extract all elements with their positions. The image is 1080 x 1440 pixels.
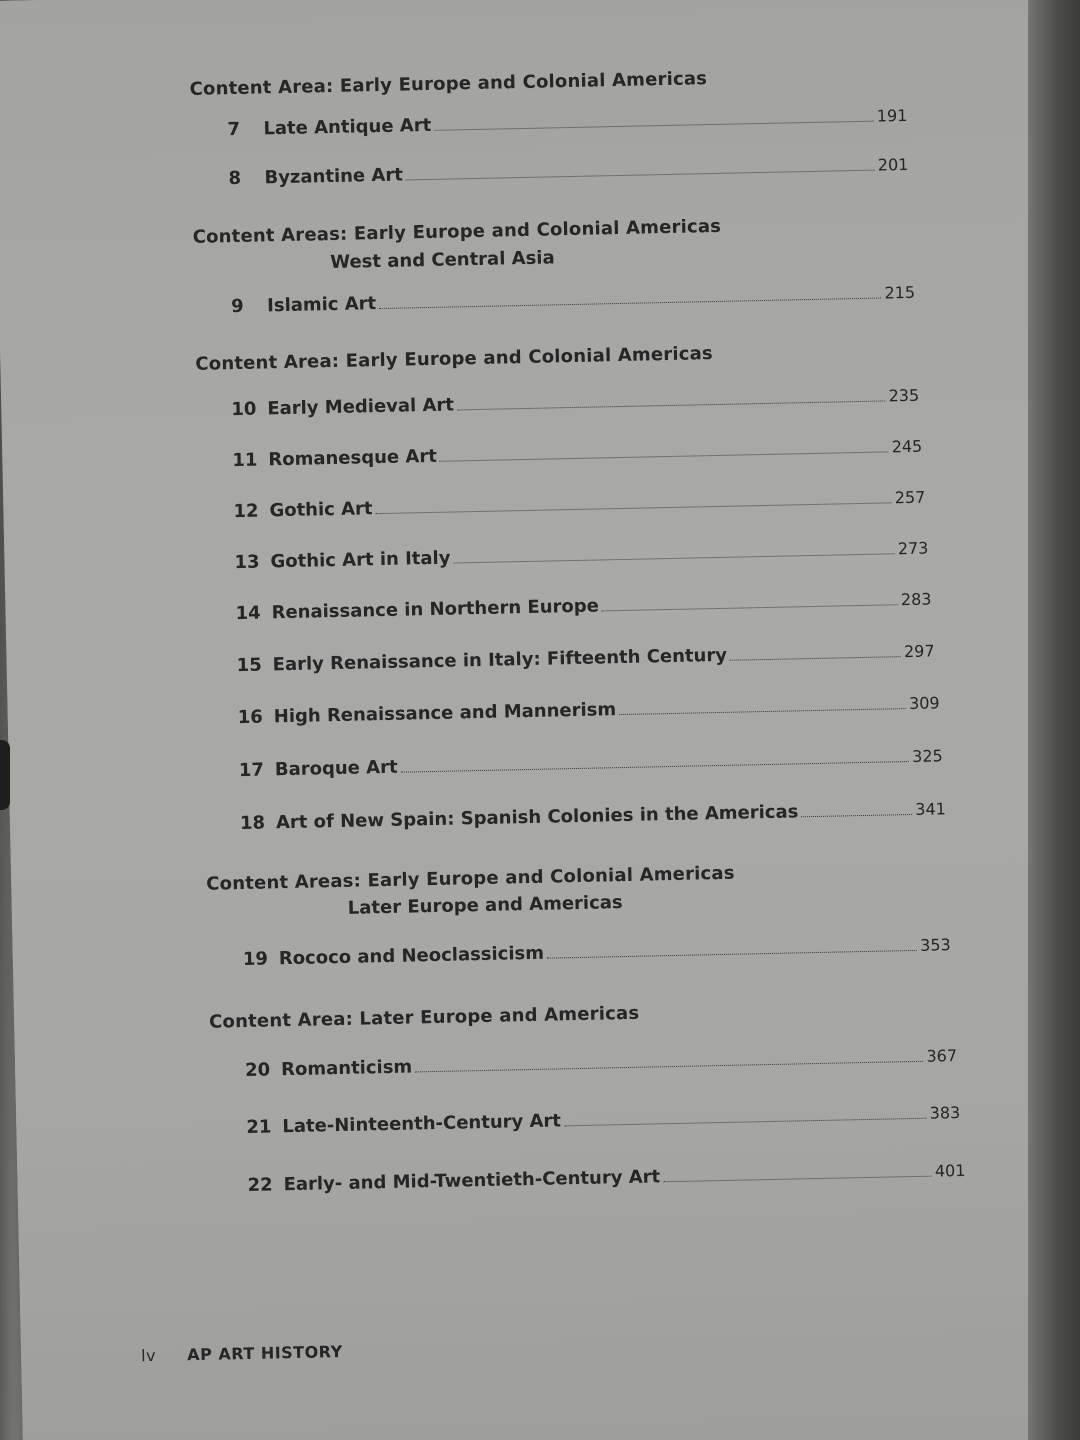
dot-leader [619,708,906,715]
chapter-title: Early Medieval Art [267,394,455,420]
chapter-number: 17 [238,759,265,782]
dot-leader [564,1118,927,1127]
chapter-title: High Renaissance and Mannerism [273,699,617,728]
chapter-number: 13 [234,551,260,574]
section-heading: Content Area: Early Europe and Colonial Americas [189,68,708,100]
page-number: 283 [900,589,932,610]
chapter-number: 16 [237,706,264,729]
chapter-title: Late Antique Art [263,114,432,140]
dot-leader [376,502,892,514]
toc-entry[interactable] [235,589,931,625]
chapter-title: Art of New Spain: Spanish Colonies in the Americas [275,801,799,834]
dot-leader [663,1176,932,1183]
chapter-number: 18 [239,812,266,835]
chapter-number: 10 [231,398,257,421]
page-number: 401 [934,1160,966,1181]
chapter-number: 8 [228,167,242,190]
section-heading: Content Area: Early Europe and Colonial Americas [195,343,714,375]
chapter-number: 14 [235,602,261,625]
dot-leader [547,950,917,959]
chapter-number: 20 [244,1059,271,1081]
chapter-title: Romanesque Art [268,445,438,471]
dot-leader [454,553,895,563]
toc-entry[interactable] [238,692,940,728]
section-subheading: West and Central Asia [330,247,555,274]
page-number: 341 [915,799,947,819]
page-number: 215 [884,282,916,303]
chapter-number: 22 [247,1174,273,1196]
dot-leader [379,298,881,310]
page-number: 257 [894,487,926,508]
running-title: AP ART HISTORY [186,1342,343,1365]
chapter-title: Byzantine Art [264,164,404,189]
toc-entry[interactable] [232,436,922,471]
dot-leader [406,170,875,181]
toc-entry[interactable] [233,487,925,522]
page-number: 325 [911,746,943,766]
chapter-title: Late-Ninteenth-Century Art [282,1110,562,1138]
dot-leader [602,604,898,611]
chapter-number: 7 [227,118,241,141]
chapter-number: 15 [236,654,262,677]
dot-leader [801,814,912,817]
chapter-title: Early Renaissance in Italy: Fifteenth Century [272,644,728,676]
toc-entry[interactable] [243,934,951,970]
toc-entry[interactable] [236,640,934,676]
chapter-number: 21 [246,1116,272,1138]
chapter-title: Renaissance in Northern Europe [271,595,600,624]
dot-leader [457,400,886,410]
toc-entry[interactable] [246,1102,960,1138]
page-number: 273 [897,538,929,559]
section-subheading: Later Europe and Americas [347,892,623,919]
dot-leader [415,1061,923,1073]
page-number: 201 [877,154,909,175]
toc-entry[interactable] [247,1160,965,1196]
toc-entry[interactable] [234,538,928,574]
chapter-title: Baroque Art [274,756,398,781]
book-spine-edge [1028,0,1080,1440]
page-number: 383 [929,1103,961,1123]
chapter-title: Islamic Art [266,293,377,317]
dot-leader [730,656,901,661]
dot-leader [401,761,910,773]
chapter-title: Gothic Art [269,498,373,522]
page-footer [141,1342,343,1365]
toc-entry[interactable] [245,1045,957,1081]
folio-number: lv [140,1345,157,1366]
section-heading: Content Area: Later Europe and Americas [208,1002,640,1033]
section-heading: Content Areas: Early Europe and Colonial Americas [192,215,722,248]
chapter-number: 12 [233,500,259,523]
chapter-title: Romanticism [280,1056,413,1081]
chapter-number: 19 [242,948,269,971]
page-number: 191 [876,105,908,126]
toc-entry[interactable] [227,105,907,140]
toc-entry[interactable] [228,154,908,189]
section-heading: Content Areas: Early Europe and Colonial Americas [206,862,735,895]
page-number: 245 [891,436,923,457]
dot-leader [434,121,874,131]
page-number: 309 [908,693,940,714]
chapter-number: 9 [230,295,244,318]
page-number: 367 [926,1046,958,1066]
toc-entry[interactable] [240,798,946,834]
chapter-title: Early- and Mid-Twentieth-Century Art [283,1166,661,1196]
chapter-title: Gothic Art in Italy [270,547,451,573]
dot-leader [440,451,889,461]
page-number: 353 [919,935,951,955]
page-number: 297 [903,641,935,662]
finger-shadow [0,740,10,810]
page-number: 235 [888,385,920,406]
toc-entry[interactable] [239,745,943,781]
chapter-title: Rococo and Neoclassicism [278,942,545,970]
chapter-number: 11 [232,449,258,472]
toc-entry[interactable] [231,385,919,420]
toc-entry[interactable] [231,282,915,317]
